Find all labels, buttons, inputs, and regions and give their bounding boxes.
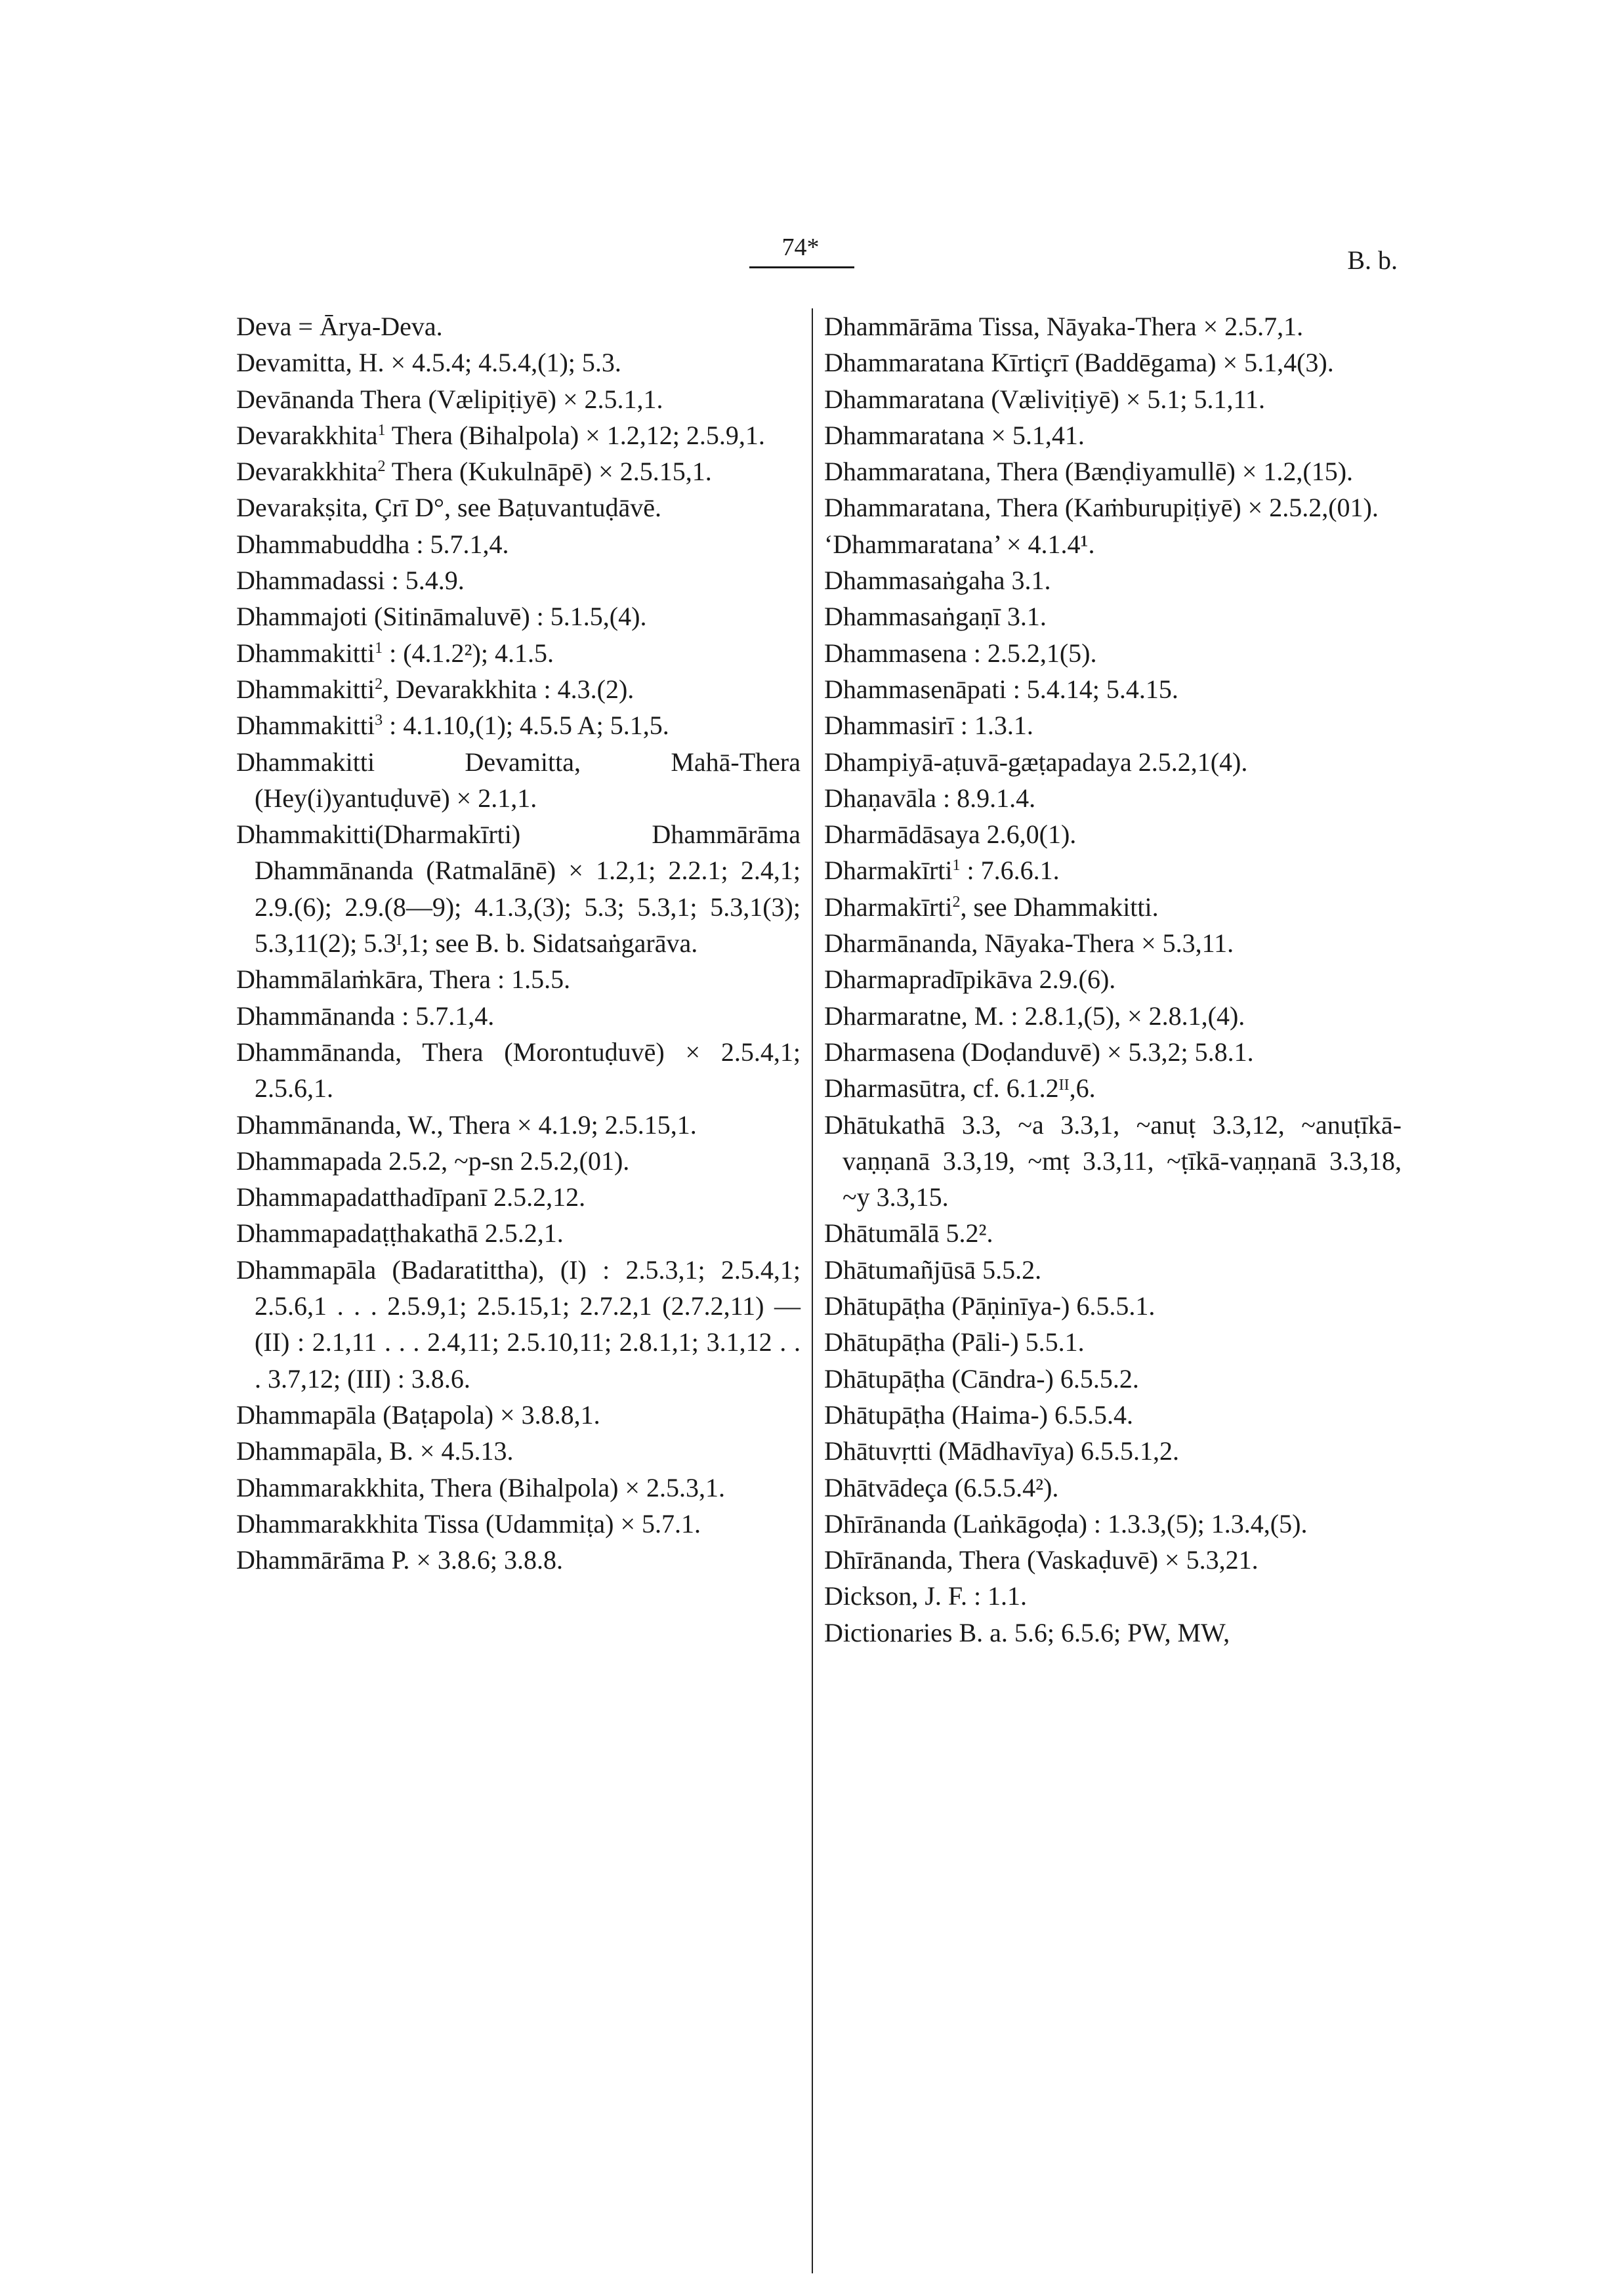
entry-references: , Devarakkhita : 4.3.(2). bbox=[383, 674, 635, 704]
index-entry bbox=[236, 1433, 801, 1469]
entry-headword: Dhātupāṭha bbox=[824, 1399, 946, 1430]
entry-references: , see Dhammakitti. bbox=[960, 892, 1159, 922]
entry-headword: Dhammaratana bbox=[824, 348, 985, 378]
entry-headword: Dhammabuddha bbox=[236, 529, 410, 559]
index-entry bbox=[824, 1361, 1402, 1397]
entry-headword: Dhammarakkhita bbox=[236, 1508, 419, 1539]
index-entry bbox=[824, 598, 1402, 634]
entry-headword: Dhammasenāpati bbox=[824, 674, 1007, 704]
entry-headword: Dhammakitti bbox=[236, 638, 375, 668]
entry-headword: Dhammasaṅgaṇī bbox=[824, 602, 1001, 632]
entry-references: , W., Thera × 4.1.9; 2.5.15,1. bbox=[395, 1109, 697, 1140]
entry-headword: Dharmakīrti bbox=[824, 892, 953, 922]
index-entry bbox=[236, 1179, 801, 1215]
index-entry bbox=[824, 417, 1402, 453]
entry-headword: Devānanda bbox=[236, 384, 354, 414]
index-entry bbox=[824, 344, 1402, 381]
entry-references: (Dharmakīrti) Dhammārāma Dhammānanda (Ratmalānē) × 1.2,1; 2.2.1; 2.4,1; 2.9.(6); 2.9.(8—9); 4.1.3,(3); 5.3; 5.3,1; 5.3,1(3); 5.3,11(2); 5.3ᴵ,1; see B. b. Sidatsaṅgarāva. bbox=[255, 819, 801, 959]
entry-headword: Dhammaratana bbox=[824, 457, 985, 487]
entry-headword: Dhammapāla bbox=[236, 1436, 377, 1466]
index-entry bbox=[824, 453, 1402, 489]
column-divider bbox=[812, 308, 813, 2273]
entry-headword: Dhammasaṅgaha bbox=[824, 566, 1005, 596]
entry-headword: Dhammarakkhita bbox=[236, 1472, 419, 1502]
index-entry bbox=[824, 635, 1402, 671]
index-entry bbox=[824, 961, 1402, 997]
entry-references: Kīrtiçrī (Baddēgama) × 5.1,4(3). bbox=[984, 348, 1334, 378]
page-number-rule bbox=[749, 266, 854, 268]
entry-references: 2.6,0(1). bbox=[980, 819, 1077, 850]
entry-references: , M. : 2.8.1,(5), × 2.8.1,(4). bbox=[961, 1001, 1245, 1031]
index-entry bbox=[236, 453, 801, 489]
entry-superscript: 3 bbox=[375, 712, 383, 730]
entry-references: : 4.1.10,(1); 4.5.5 A; 5.1,5. bbox=[383, 711, 669, 741]
entry-headword: Dhammapada bbox=[236, 1146, 383, 1176]
entry-headword: Dhammakitti bbox=[236, 747, 375, 777]
entry-headword: Dharmasūtra bbox=[824, 1073, 960, 1104]
entry-headword: Dhammapadaṭṭhakathā bbox=[236, 1218, 478, 1249]
entry-references: , Thera (Kaṁburupiṭiyē) × 2.5.2,(01). bbox=[984, 493, 1379, 523]
entry-headword: Dhammaratana bbox=[824, 384, 985, 414]
index-entry bbox=[236, 562, 801, 598]
entry-references: : 5.7.1,4. bbox=[395, 1001, 495, 1031]
entry-headword: Dhammānanda bbox=[236, 1001, 396, 1031]
entry-superscript: 2 bbox=[952, 893, 961, 911]
entry-headword: Dhammadassi bbox=[236, 566, 385, 596]
index-entry bbox=[236, 308, 801, 344]
index-column-right bbox=[824, 308, 1402, 1651]
entry-references: = Ārya-Deva. bbox=[291, 312, 443, 341]
entry-headword: Dharmaratne bbox=[824, 1001, 961, 1031]
entry-headword: Dhammaratana bbox=[824, 420, 985, 450]
entry-headword: Dhātumālā bbox=[824, 1218, 940, 1249]
entry-headword: Dharmasena bbox=[824, 1037, 955, 1067]
entry-headword: Dhammasirī bbox=[824, 711, 954, 741]
entry-references: , Thera (Bænḍiyamullē) × 1.2,(15). bbox=[984, 457, 1354, 487]
index-entry bbox=[824, 1107, 1402, 1216]
index-entry bbox=[236, 1542, 801, 1578]
index-entry bbox=[236, 671, 801, 707]
index-entry bbox=[824, 308, 1402, 344]
index-entry bbox=[236, 1034, 801, 1107]
index-entry bbox=[824, 1070, 1402, 1106]
entry-references: (6.5.5.4²). bbox=[947, 1472, 1059, 1502]
index-entry bbox=[824, 381, 1402, 417]
entry-headword: Dhammānanda bbox=[236, 1037, 396, 1067]
entry-headword: Dickson bbox=[824, 1581, 912, 1611]
entry-references: : 8.9.1.4. bbox=[936, 783, 1036, 813]
index-entry bbox=[824, 489, 1402, 526]
entry-references: P. × 3.8.6; 3.8.8. bbox=[385, 1545, 564, 1575]
entry-references: (Cāndra-) 6.5.5.2. bbox=[945, 1363, 1139, 1394]
entry-headword: Dhātumañjūsā bbox=[824, 1254, 976, 1285]
index-entry bbox=[824, 707, 1402, 743]
entry-headword: Devarakṣita bbox=[236, 493, 362, 523]
index-entry bbox=[824, 1034, 1402, 1070]
entry-headword: Dharmādāsaya bbox=[824, 819, 980, 850]
entry-references: , Thera (Morontuḍuvē) × 2.5.4,1; 2.5.6,1. bbox=[255, 1037, 801, 1104]
entry-headword: ‘Dhammaratana’ bbox=[824, 529, 1000, 559]
entry-headword: Devarakkhita bbox=[236, 420, 378, 450]
index-entry bbox=[236, 635, 801, 671]
index-entry bbox=[824, 852, 1402, 888]
entry-headword: Dhammakitti bbox=[236, 819, 375, 850]
index-entry bbox=[236, 381, 801, 417]
entry-headword: Dhātukathā bbox=[824, 1109, 946, 1140]
entry-headword: Dhammapāla bbox=[236, 1254, 377, 1285]
entry-headword: Dhīrānanda bbox=[824, 1545, 947, 1575]
entry-headword: Dhampiyā-aṭuvā-gæṭapadaya bbox=[824, 747, 1132, 777]
index-entry bbox=[824, 780, 1402, 816]
entry-references: Thera (Kukulnāpē) × 2.5.15,1. bbox=[385, 457, 712, 487]
entry-references: (Sitināmaluvē) : 5.1.5,(4). bbox=[367, 602, 647, 632]
entry-references: , Thera (Bihalpola) × 2.5.3,1. bbox=[418, 1472, 725, 1502]
index-entry bbox=[236, 816, 801, 961]
entry-headword: Dharmapradīpikāva bbox=[824, 964, 1033, 995]
entry-references: 2.5.2, ~p-sn 2.5.2,(01). bbox=[382, 1146, 630, 1176]
entry-references: : 5.4.9. bbox=[385, 566, 465, 596]
index-entry bbox=[824, 1578, 1402, 1614]
index-entry bbox=[824, 998, 1402, 1034]
page-number: 74* bbox=[781, 234, 820, 261]
index-entry bbox=[824, 526, 1402, 562]
entry-headword: Dhammapāla bbox=[236, 1399, 377, 1430]
entry-headword: Dhātupāṭha bbox=[824, 1291, 946, 1321]
entry-superscript: 2 bbox=[377, 458, 386, 476]
index-entry bbox=[236, 744, 801, 817]
entry-headword: Dhammārāma bbox=[236, 1545, 385, 1575]
entry-references: , cf. 6.1.2ᴵᴵ,6. bbox=[959, 1073, 1096, 1104]
entry-references: (Pāṇinīya-) 6.5.5.1. bbox=[945, 1291, 1156, 1321]
index-entry bbox=[236, 1107, 801, 1143]
entry-references: (Laṅkāgoḍa) : 1.3.3,(5); 1.3.4,(5). bbox=[946, 1508, 1308, 1539]
entry-references: 3.1. bbox=[1000, 602, 1047, 632]
entry-references: 2.5.2,12. bbox=[487, 1182, 586, 1212]
entry-references: B. a. 5.6; 6.5.6; PW, MW, bbox=[952, 1617, 1230, 1647]
index-entry bbox=[236, 598, 801, 634]
entry-superscript: 1 bbox=[377, 421, 386, 439]
entry-headword: Dhammakitti bbox=[236, 711, 375, 741]
index-entry bbox=[824, 889, 1402, 925]
entry-references: 3.3, ~a 3.3,1, ~anuṭ 3.3,12, ~anuṭīkā-vaṇṇanā 3.3,19, ~mṭ 3.3,11, ~ṭīkā-vaṇṇanā 3.3,18, ~y 3.3,15. bbox=[843, 1109, 1402, 1212]
index-entry bbox=[824, 1288, 1402, 1324]
entry-references: (Mādhavīya) 6.5.5.1,2. bbox=[932, 1436, 1180, 1466]
index-entry bbox=[824, 816, 1402, 852]
entry-references: : (4.1.2²); 4.1.5. bbox=[383, 638, 554, 668]
index-entry bbox=[824, 744, 1402, 780]
entry-references: : 2.5.2,1(5). bbox=[967, 638, 1097, 668]
entry-headword: Dhammapadatthadīpanī bbox=[236, 1182, 488, 1212]
entry-references: 3.1. bbox=[1005, 566, 1051, 596]
index-entry bbox=[236, 1143, 801, 1179]
entry-headword: Dhammānanda bbox=[236, 1109, 396, 1140]
index-entry bbox=[824, 562, 1402, 598]
index-entry bbox=[236, 707, 801, 743]
entry-references: (Pāli-) 5.5.1. bbox=[945, 1327, 1085, 1357]
entry-references: Tissa (Udammiṭa) × 5.7.1. bbox=[418, 1508, 701, 1539]
entry-headword: Dhammārāma bbox=[824, 312, 973, 341]
entry-headword: Dhammaratana bbox=[824, 493, 985, 523]
index-entry bbox=[236, 344, 801, 381]
entry-headword: Deva bbox=[236, 312, 292, 341]
index-entry bbox=[236, 1397, 801, 1433]
index-entry bbox=[236, 489, 801, 526]
index-entry bbox=[824, 1397, 1402, 1433]
index-entry bbox=[824, 1252, 1402, 1288]
index-entry bbox=[236, 1470, 801, 1506]
entry-references: (Baṭapola) × 3.8.8,1. bbox=[376, 1399, 600, 1430]
index-column-left bbox=[236, 308, 801, 1578]
entry-references: , Nāyaka-Thera × 5.3,11. bbox=[971, 928, 1234, 959]
entry-references: (Doḍanduvē) × 5.3,2; 5.8.1. bbox=[955, 1037, 1254, 1067]
entry-headword: Dhaṇavāla bbox=[824, 783, 937, 813]
entry-headword: Dharmānanda bbox=[824, 928, 972, 959]
entry-references: (Haima-) 6.5.5.4. bbox=[945, 1399, 1133, 1430]
index-entry bbox=[824, 1215, 1402, 1251]
entry-headword: Dhātupāṭha bbox=[824, 1327, 946, 1357]
entry-references: 5.2². bbox=[939, 1218, 993, 1249]
entry-headword: Dictionaries bbox=[824, 1617, 953, 1647]
entry-references: Devamitta, Mahā-Thera (Hey(i)yantuḍuvē) × 2.1,1. bbox=[255, 747, 801, 813]
entry-references: 2.5.2,1(4). bbox=[1131, 747, 1248, 777]
index-entry bbox=[824, 1470, 1402, 1506]
entry-headword: Dhīrānanda bbox=[824, 1508, 947, 1539]
index-entry bbox=[236, 998, 801, 1034]
entry-references: × 5.1,41. bbox=[984, 420, 1085, 450]
entry-references: 5.5.2. bbox=[976, 1254, 1042, 1285]
index-entry bbox=[824, 1324, 1402, 1360]
entry-references: : 5.7.1,4. bbox=[409, 529, 509, 559]
entry-references: , B. × 4.5.13. bbox=[376, 1436, 514, 1466]
entry-references: 2.9.(6). bbox=[1032, 964, 1116, 995]
entry-references: × 4.1.4¹. bbox=[1000, 529, 1095, 559]
index-entry bbox=[236, 1252, 801, 1397]
index-entry bbox=[236, 1215, 801, 1251]
index-entry bbox=[236, 1506, 801, 1542]
entry-superscript: 2 bbox=[375, 675, 383, 693]
entry-references: : 5.4.14; 5.4.15. bbox=[1006, 674, 1178, 704]
entry-references: Thera (Vælipiṭiyē) × 2.5.1,1. bbox=[354, 384, 663, 414]
index-entry bbox=[824, 1433, 1402, 1469]
entry-headword: Dhātupāṭha bbox=[824, 1363, 946, 1394]
section-label: B. b. bbox=[1347, 245, 1398, 275]
entry-headword: Dhammasena bbox=[824, 638, 967, 668]
index-entry bbox=[824, 1506, 1402, 1542]
entry-references: , Thera : 1.5.5. bbox=[417, 964, 571, 995]
entry-headword: Devarakkhita bbox=[236, 457, 378, 487]
entry-references: Thera (Bihalpola) × 1.2,12; 2.5.9,1. bbox=[385, 420, 765, 450]
index-entry bbox=[236, 417, 801, 453]
entry-references: : 7.6.6.1. bbox=[960, 856, 1060, 886]
entry-references: (Væliviṭiyē) × 5.1; 5.1,11. bbox=[984, 384, 1266, 414]
index-entry bbox=[236, 526, 801, 562]
entry-superscript: 1 bbox=[375, 639, 383, 657]
index-entry bbox=[824, 925, 1402, 961]
entry-headword: Dhammālaṁkāra bbox=[236, 964, 417, 995]
index-entry bbox=[824, 1615, 1402, 1651]
entry-references: , J. F. : 1.1. bbox=[911, 1581, 1028, 1611]
entry-headword: Devamitta bbox=[236, 348, 346, 378]
entry-headword: Dharmakīrti bbox=[824, 856, 953, 886]
entry-headword: Dhammakitti bbox=[236, 674, 375, 704]
entry-headword: Dhātvādeça bbox=[824, 1472, 948, 1502]
entry-references: , Thera (Vaskaḍuvē) × 5.3,21. bbox=[946, 1545, 1259, 1575]
entry-references: : 1.3.1. bbox=[953, 711, 1033, 741]
entry-references: Tissa, Nāyaka-Thera × 2.5.7,1. bbox=[972, 312, 1304, 341]
entry-references: , Çrī D°, see Baṭuvantuḍāvē. bbox=[362, 493, 662, 523]
entry-headword: Dhammajoti bbox=[236, 602, 367, 632]
index-entry bbox=[236, 961, 801, 997]
entry-superscript: 1 bbox=[952, 857, 961, 875]
index-entry bbox=[824, 1542, 1402, 1578]
entry-references: (Badaratittha), (I) : 2.5.3,1; 2.5.4,1; 2.5.6,1 . . . 2.5.9,1; 2.5.15,1; 2.7.2,1 (2.7.2,11) — (II) : 2.1,11 . . . 2.4,11; 2.5.10,11; 2.8.1,1; 3.1,12 . . . 3.7,12; (III) : 3.8.6. bbox=[255, 1254, 801, 1394]
entry-references: 2.5.2,1. bbox=[478, 1218, 564, 1249]
entry-references: , H. × 4.5.4; 4.5.4,(1); 5.3. bbox=[345, 348, 621, 378]
index-entry bbox=[824, 671, 1402, 707]
entry-headword: Dhātuvṛtti bbox=[824, 1436, 932, 1466]
